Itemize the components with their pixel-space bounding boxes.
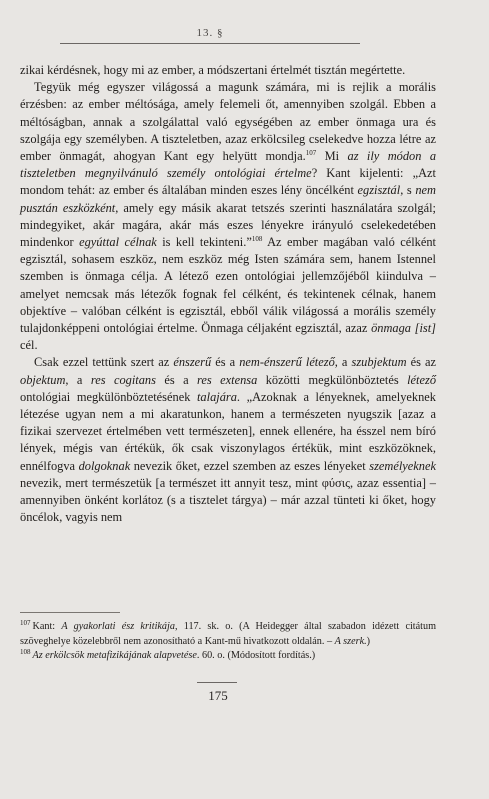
text-span: , 117. sk. o. (A Heidegger által szabadon idézett citátum szöveghelye közelebbről nem azonosítható a Kant-mű hivatkozott oldalán. – — [20, 621, 437, 647]
text-span: . 60. o. (Módosított fordítás.) — [196, 650, 316, 662]
text-span: Csak ezzel tettünk szert az — [34, 355, 174, 370]
italic-span: egyúttal célnak — [79, 235, 157, 250]
text-span: Tegyük még egyszer világossá a magunk számára, mi is rejlik a morális érzésben: az ember méltósága, amely felemeli őt, amennyiben szolgál. Ebben a méltóságban, annak a szolgálattal való egységében az ember önmaga ura és szolgája egy személyben. A tiszteletben, azaz erkölcsileg cselekedve hozza létre az ember önmagát, ahogyan Kant egy helyütt mondja. — [20, 80, 436, 164]
italic-span: res extensa — [197, 372, 258, 387]
paragraph-2 — [20, 79, 436, 354]
italic-span: énszerű — [173, 355, 212, 370]
italic-span: létező — [407, 372, 437, 387]
text-span: Kant: — [32, 621, 62, 632]
footnotes — [20, 620, 436, 664]
footnote-107 — [20, 620, 436, 649]
text-span: Mi — [316, 149, 348, 164]
footnote-ref: 107 — [305, 148, 317, 157]
main-text — [20, 62, 436, 526]
paragraph-3 — [20, 354, 436, 526]
text-span: és a — [155, 372, 198, 387]
text-span: cél. — [20, 338, 38, 353]
header-rule — [60, 43, 360, 44]
italic-span: Az erkölcsök metafizikájának alapvetése — [32, 650, 197, 662]
italic-span: személyeknek — [369, 458, 436, 473]
text-span: közötti megkülönböztetés — [257, 372, 408, 387]
text-span: , a — [334, 355, 352, 370]
footnote-rule — [20, 612, 120, 613]
text-span: nevezik, mert természetük [a természet itt annyit tesz, mint φύσις, azaz essentia] – amennyiben önként korlátoz (s a tisztelet tárgya) – már azzal tünteti ki őket, hogy öncélok, vagyis nem — [20, 475, 436, 525]
italic-span: dolgoknak — [78, 458, 131, 473]
text-span: Az ember magában való célként egzisztál, sohasem eszköz, nem eszköz még Isten számára sem, hanem Istennel szemben is önmaga célja. A létező ezen ontológiai jellemzőjéből kiindulva – amelyet nemcsak más létezők fognak fel célként, és tekintenek célnak, hanem objektíve – valóban célként is egzisztál, ebből válik világossá a morális személy tulajdonképpeni ontológiai értelme. Önmaga céljaként egzisztál, azaz — [20, 235, 437, 336]
text-span: ? Kant kijelenti: „Azt mondom tehát: az ember és általában minden eszes lény öncélként — [20, 166, 436, 198]
italic-span: egzisztál — [357, 183, 401, 198]
footnote-number: 107 — [20, 618, 31, 627]
italic-span: nem pusztán eszközként — [20, 183, 437, 215]
footnote-number: 108 — [20, 647, 31, 656]
italic-span: szubjektum — [351, 355, 407, 370]
italic-span: A szerk. — [334, 635, 367, 647]
text-span: , amely egy másik akarat tetszés szerinti használatára szolgál; mindegyiket, akár magára, akár más eszes lényekre irányuló cselekedetében mindenkor — [20, 200, 436, 250]
footnote-ref: 108 — [251, 234, 263, 243]
text-span: nevezik őket, ezzel szemben az eszes lényeket — [130, 458, 370, 473]
italic-span: res cogitans — [90, 372, 156, 387]
paragraph-1: zikai kérdésnek, hogy mi az ember, a módszertani értelmét tisztán megértette. — [20, 63, 406, 77]
italic-span: önmaga [ist] — [371, 321, 436, 336]
italic-span: A gyakorlati ész kritikája — [61, 621, 175, 632]
italic-span: az ily módon a tiszteletben megnyilvánuló személy ontológiai értelme — [20, 149, 437, 181]
page-number: 175 — [208, 688, 228, 703]
italic-span: talajára — [196, 389, 237, 404]
text-span: , a — [65, 372, 91, 387]
italic-span: nem-énszerű létező — [239, 355, 335, 370]
text-span: és a — [211, 355, 240, 370]
text-span: ontológiai megkülönböztetésének — [20, 389, 197, 404]
text-span: ) — [366, 635, 371, 647]
text-span: is kell tekinteni.” — [156, 235, 252, 250]
italic-span: objektum — [20, 372, 66, 387]
text-span: , s — [400, 183, 416, 198]
footnote-108 — [20, 649, 436, 664]
text-span: és az — [406, 355, 436, 370]
text-span: . „Azoknak a lényeknek, amelyeknek létezése ugyan nem a mi akaratunkon, hanem a természeten nyugszik [azaz a fizikai szervezet értelmében vett természeten], ennek ellenére, ha ésszel nem bíró lények, mégis van értékük, ők csak viszonylagos értékük, mint eszközöknek, ennélfogva — [20, 389, 437, 473]
page-number-rule — [197, 682, 237, 683]
running-header: 13. § — [196, 27, 224, 39]
